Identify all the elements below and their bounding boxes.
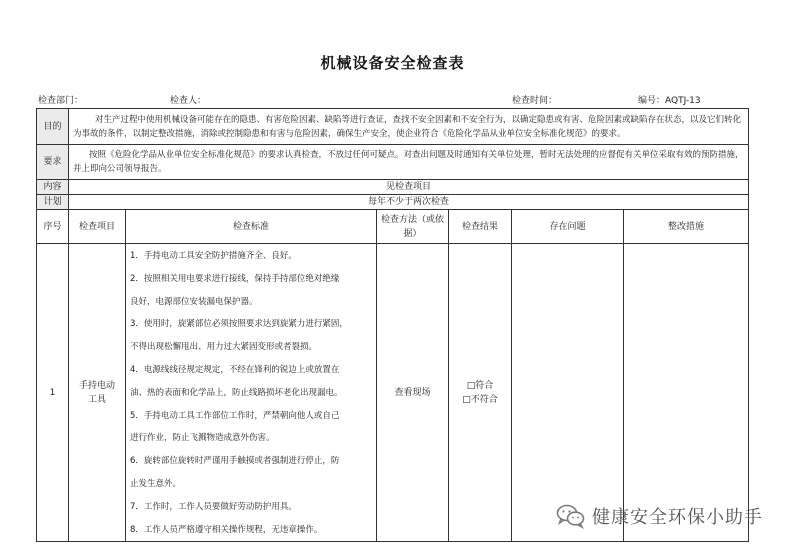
standard-line: 8．工作人员严格遵守相关操作规程，无违章操作。	[130, 524, 323, 535]
standard-line: 5．手持电动工具工作部位工作时，严禁朝向他人或自己	[130, 410, 340, 421]
meta-dept: 检查部门：	[38, 96, 84, 106]
entry-item: 手持电动工具	[69, 244, 126, 542]
standard-line: 4．电源线线径规定规定，不经在锋利的锐边上或放置在	[130, 364, 340, 375]
header-measures: 整改措施	[624, 210, 749, 244]
entry-method: 查看现场	[377, 244, 449, 542]
watermark-text: 健康安全环保小助手	[592, 507, 763, 528]
header-seq: 序号	[37, 210, 69, 244]
meta-inspector: 检查人：	[170, 96, 207, 106]
purpose-label: 目的	[37, 109, 69, 145]
standard-line: 1．手持电动工具安全防护措施齐全、良好。	[130, 251, 297, 261]
purpose-row	[37, 109, 749, 145]
requirement-row	[37, 145, 749, 180]
plan-row	[37, 195, 749, 210]
header-row	[37, 210, 749, 244]
entry-issues[interactable]	[512, 244, 624, 542]
wechat-icon	[556, 503, 586, 529]
standard-line: 不得出现松懈甩出、用力过大紧固变形或者裂损。	[130, 342, 318, 353]
inspection-table	[36, 108, 749, 542]
standard-line: 良好，电源部位安装漏电保护器。	[130, 296, 258, 307]
watermark	[556, 501, 763, 531]
plan-text: 每年不少于两次检查	[69, 195, 749, 210]
table-row	[37, 244, 749, 542]
result-option-pass[interactable]: □符合	[466, 380, 494, 391]
header-method: 检查方法（或依据）	[377, 210, 449, 244]
requirement-text: 按照《危险化学品从业单位安全标准化规范》的要求认真检查，不放过任何可疑点。对查出问题及时通知有关单位处理，暂时无法处理的应督促有关单位采取有效的预防措施，并上即向公司领导报告。	[69, 145, 749, 180]
requirement-label: 要求	[37, 145, 69, 180]
standard-line: 7．工作时，工作人员要做好劳动防护用具。	[130, 501, 297, 512]
standard-line: 6．旋转部位旋转时严谨用手触摸或者强制进行停止，防	[130, 456, 340, 467]
entry-seq: 1	[37, 244, 69, 542]
header-issues: 存在问题	[512, 210, 624, 244]
plan-label: 计划	[37, 195, 69, 210]
meta-row	[38, 93, 743, 107]
standard-line: 2．按照相关用电要求进行接线，保持手持部位绝对绝缘	[130, 273, 340, 284]
header-item: 检查项目	[69, 210, 126, 244]
content-text: 见检查项目	[69, 180, 749, 195]
standard-line: 止发生意外。	[130, 478, 182, 489]
entry-result	[449, 244, 512, 542]
header-standard: 检查标准	[126, 210, 377, 244]
content-row	[37, 180, 749, 195]
standard-line: 油、热的表面和化学品上，防止线路损坏老化出现漏电。	[130, 387, 343, 398]
entry-measures[interactable]	[624, 244, 749, 542]
standard-line: 进行作业，防止飞溅物造成意外伤害。	[130, 433, 275, 444]
standard-line: 3．使用时，旋紧部位必须按照要求达到旋紧力进行紧固，	[130, 319, 348, 330]
result-option-fail[interactable]: □不符合	[462, 394, 498, 405]
purpose-text: 对生产过程中使用机械设备可能存在的隐患、有害危险因素、缺陷等进行查证，查找不安全因素和不安全行为，以确定隐患或有害、危险因素或缺陷存在状态，以及它们转化为事故的条件，以制定整改措施，消除或控制隐患和有害与危险因素，确保生产安全，使企业符合《危险化学品从业单位安全标准化规范》的要求。	[69, 109, 749, 145]
entry-standard-list	[126, 244, 377, 542]
header-result: 检查结果	[449, 210, 512, 244]
content-label: 内容	[37, 180, 69, 195]
document-title: 机械设备安全检查表	[320, 54, 465, 72]
meta-code: 编号：AQTJ-13	[638, 96, 701, 106]
meta-time: 检查时间：	[512, 96, 558, 106]
